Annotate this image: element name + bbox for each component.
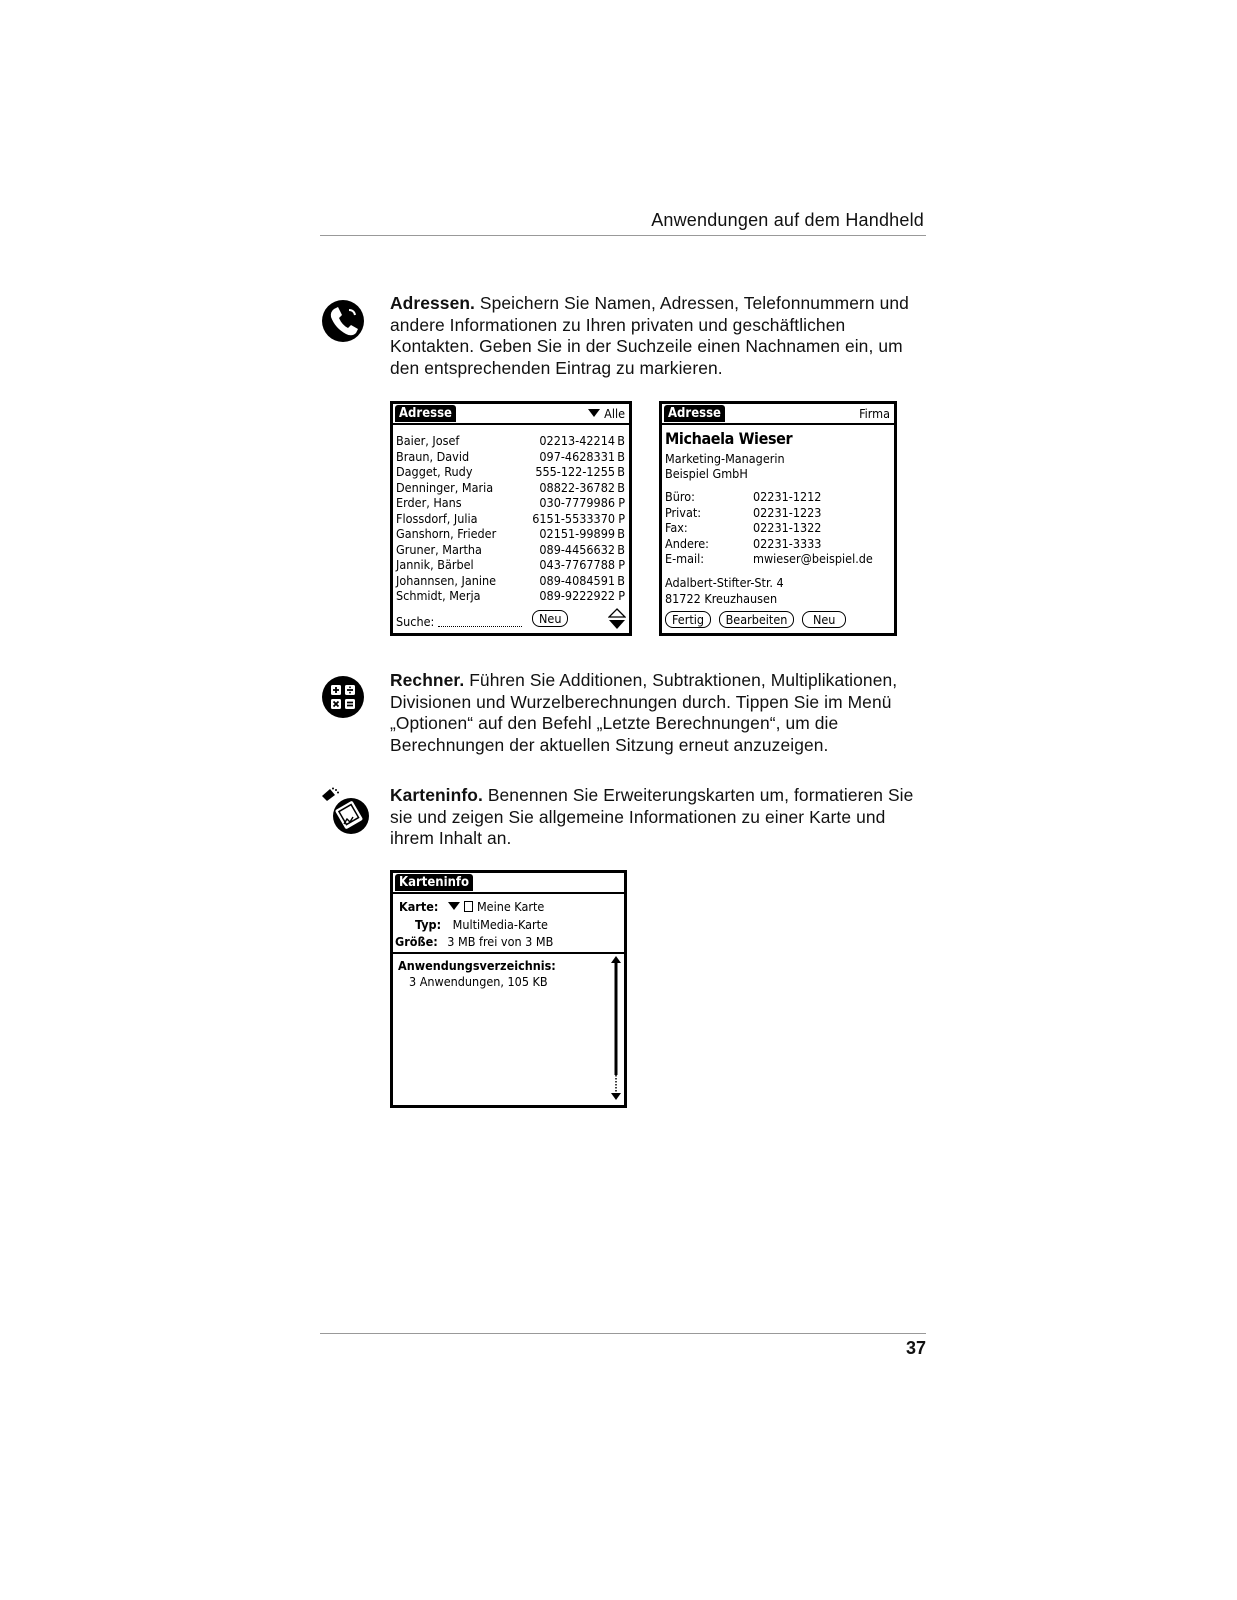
address-list-item[interactable] xyxy=(393,480,629,496)
phone-type-cell: B xyxy=(617,541,625,557)
phone-handset-icon xyxy=(320,298,366,344)
contact-field-label: Andere: xyxy=(665,535,709,551)
contact-field-row xyxy=(665,551,891,567)
phone-number-cell: 089-9222922 xyxy=(539,588,615,603)
karteninfo-lead: Karteninfo. xyxy=(390,785,483,805)
contact-field-value: 02231-1212 xyxy=(753,489,822,504)
new-button[interactable]: Neu xyxy=(532,610,568,627)
phone-type-cell: P xyxy=(618,588,625,603)
contact-field-label: E-mail: xyxy=(665,551,705,566)
calculator-icon xyxy=(320,674,366,720)
new-button[interactable]: Neu xyxy=(802,611,846,628)
contact-name-cell: Erder, Hans xyxy=(396,495,462,510)
category-label: Firma xyxy=(859,406,890,421)
card-info-screen xyxy=(390,870,627,1108)
phone-number-cell: 097-4628331 xyxy=(539,448,615,464)
contact-field-row xyxy=(665,536,891,552)
phone-number-cell: 089-4456632 xyxy=(539,541,615,557)
contact-fields xyxy=(665,489,891,567)
phone-type-cell: P xyxy=(618,495,625,510)
type-value: MultiMedia-Karte xyxy=(452,917,548,932)
address-list-title: Adresse xyxy=(395,405,456,422)
phone-type-cell: B xyxy=(617,479,625,495)
footer-rule xyxy=(320,1333,926,1334)
phone-type-cell: P xyxy=(618,557,625,572)
search-label: Suche: xyxy=(396,614,435,629)
contact-city: 81722 Kreuzhausen xyxy=(665,591,778,606)
size-row xyxy=(395,934,553,949)
edit-button[interactable]: Bearbeiten xyxy=(719,611,795,628)
app-directory-label: Anwendungsverzeichnis: xyxy=(398,958,556,973)
card-info-title: Karteninfo xyxy=(395,874,473,891)
contact-field-value: 02231-1223 xyxy=(753,504,822,520)
phone-number-cell: 555-122-1255 xyxy=(535,464,615,479)
card-label: Karte: xyxy=(399,899,439,914)
contact-name-cell: Schmidt, Merja xyxy=(396,588,481,603)
address-detail-title: Adresse xyxy=(664,405,725,422)
contact-name-cell: Denninger, Maria xyxy=(396,479,494,495)
address-list xyxy=(393,425,629,604)
expansion-card-icon xyxy=(320,786,370,836)
address-list-item[interactable] xyxy=(393,495,629,511)
phone-type-cell: B xyxy=(617,526,625,541)
contact-name-cell: Braun, David xyxy=(396,448,470,464)
card-dropdown-value: Meine Karte xyxy=(476,899,545,914)
contact-field-label: Büro: xyxy=(665,489,695,504)
address-list-item[interactable] xyxy=(393,511,629,527)
address-list-item[interactable] xyxy=(393,588,629,604)
contact-name: Michaela Wieser xyxy=(665,429,793,448)
contact-name-cell: Baier, Josef xyxy=(396,433,460,448)
address-detail-screen xyxy=(659,401,897,636)
rechner-paragraph xyxy=(390,670,930,757)
category-dropdown[interactable] xyxy=(588,405,625,422)
contact-position: Marketing-Managerin xyxy=(665,451,785,466)
contact-field-row xyxy=(665,520,891,536)
address-list-item[interactable] xyxy=(393,526,629,542)
karteninfo-paragraph xyxy=(390,785,930,850)
card-row xyxy=(399,899,544,914)
address-detail-titlebar xyxy=(662,404,894,425)
card-dropdown[interactable] xyxy=(448,899,544,914)
rechner-lead: Rechner. xyxy=(390,670,465,690)
phone-type-cell: B xyxy=(617,572,625,588)
adressen-text: Speichern Sie Namen, Adressen, Telefonnummern und andere Informationen zu Ihren privaten und geschäftlichen Kontakten. Geben Sie in der Suchzeile einen Nachnamen ein, um den entsprechenden Eintrag zu markieren. xyxy=(390,293,909,379)
page-number: 37 xyxy=(905,1338,926,1358)
phone-number-cell: 02151-99899 xyxy=(539,526,615,541)
adressen-lead: Adressen. xyxy=(390,293,475,313)
phone-number-cell: 08822-36782 xyxy=(539,479,615,495)
phone-type-cell: B xyxy=(617,433,625,448)
contact-company: Beispiel GmbH xyxy=(665,466,748,481)
app-directory xyxy=(393,954,624,1102)
address-list-item[interactable] xyxy=(393,433,629,449)
phone-number-cell: 030-7779986 xyxy=(539,495,615,510)
address-list-item[interactable] xyxy=(393,542,629,558)
address-list-item[interactable] xyxy=(393,557,629,573)
phone-number-cell: 02213-42214 xyxy=(539,433,615,448)
running-head: Anwendungen auf dem Handheld xyxy=(651,210,924,230)
contact-field-value: 02231-3333 xyxy=(753,535,822,551)
contact-name-cell: Johannsen, Janine xyxy=(396,572,497,588)
phone-number-cell: 6151-5533370 xyxy=(532,510,615,526)
contact-name-cell: Gruner, Martha xyxy=(396,541,482,557)
contact-name-cell: Dagget, Rudy xyxy=(396,464,473,479)
type-row xyxy=(415,917,548,932)
search-input[interactable] xyxy=(438,626,522,627)
size-label: Größe: xyxy=(395,934,438,949)
card-info-fields xyxy=(393,894,624,954)
phone-type-cell: B xyxy=(617,464,625,479)
address-list-screen xyxy=(390,401,632,636)
contact-name-cell: Flossdorf, Julia xyxy=(396,510,478,526)
rechner-text: Führen Sie Additionen, Subtraktionen, Multiplikationen, Divisionen und Wurzelberechnungen durch. Tippen Sie im Menü „Optionen“ auf den Befehl „Letzte Berechnungen“, um die Berechnungen der aktuellen Sitzung erneut anzuzeigen. xyxy=(390,670,898,756)
contact-field-label: Fax: xyxy=(665,520,688,535)
sd-card-icon xyxy=(464,901,473,912)
address-list-item[interactable] xyxy=(393,573,629,589)
phone-type-cell: B xyxy=(617,448,625,464)
phone-number-cell: 089-4084591 xyxy=(539,572,615,588)
contact-field-label: Privat: xyxy=(665,504,702,520)
category-dropdown-value: Alle xyxy=(604,406,625,421)
address-list-footer xyxy=(396,610,626,630)
karteninfo-text: Benennen Sie Erweiterungskarten um, formatieren Sie sie und zeigen Sie allgemeine Informationen zu einer Karte und ihrem Inhalt an. xyxy=(390,785,914,849)
phone-type-cell: P xyxy=(618,510,625,526)
contact-field-value: 02231-1322 xyxy=(753,520,822,535)
contact-street: Adalbert-Stifter-Str. 4 xyxy=(665,575,784,590)
header-rule xyxy=(320,235,926,236)
contact-name-cell: Jannik, Bärbel xyxy=(396,557,474,572)
address-list-item[interactable] xyxy=(393,449,629,465)
contact-name-cell: Ganshorn, Frieder xyxy=(396,526,497,541)
contact-field-row xyxy=(665,489,891,505)
app-directory-value: 3 Anwendungen, 105 KB xyxy=(409,974,548,989)
chevron-down-icon xyxy=(588,409,600,417)
done-button[interactable]: Fertig xyxy=(665,611,711,628)
detail-buttons xyxy=(665,611,846,630)
phone-number-cell: 043-7767788 xyxy=(539,557,615,572)
contact-field-value: mwieser@beispiel.de xyxy=(753,551,873,566)
card-info-titlebar xyxy=(393,873,624,894)
address-list-titlebar xyxy=(393,404,629,425)
type-label: Typ: xyxy=(415,917,442,932)
size-value: 3 MB frei von 3 MB xyxy=(447,934,554,949)
address-list-item[interactable] xyxy=(393,464,629,480)
chevron-down-icon xyxy=(448,902,460,910)
contact-field-row xyxy=(665,505,891,521)
scroll-arrows-icon[interactable] xyxy=(608,608,626,633)
scrollbar[interactable] xyxy=(611,956,621,1100)
adressen-paragraph xyxy=(390,293,930,380)
